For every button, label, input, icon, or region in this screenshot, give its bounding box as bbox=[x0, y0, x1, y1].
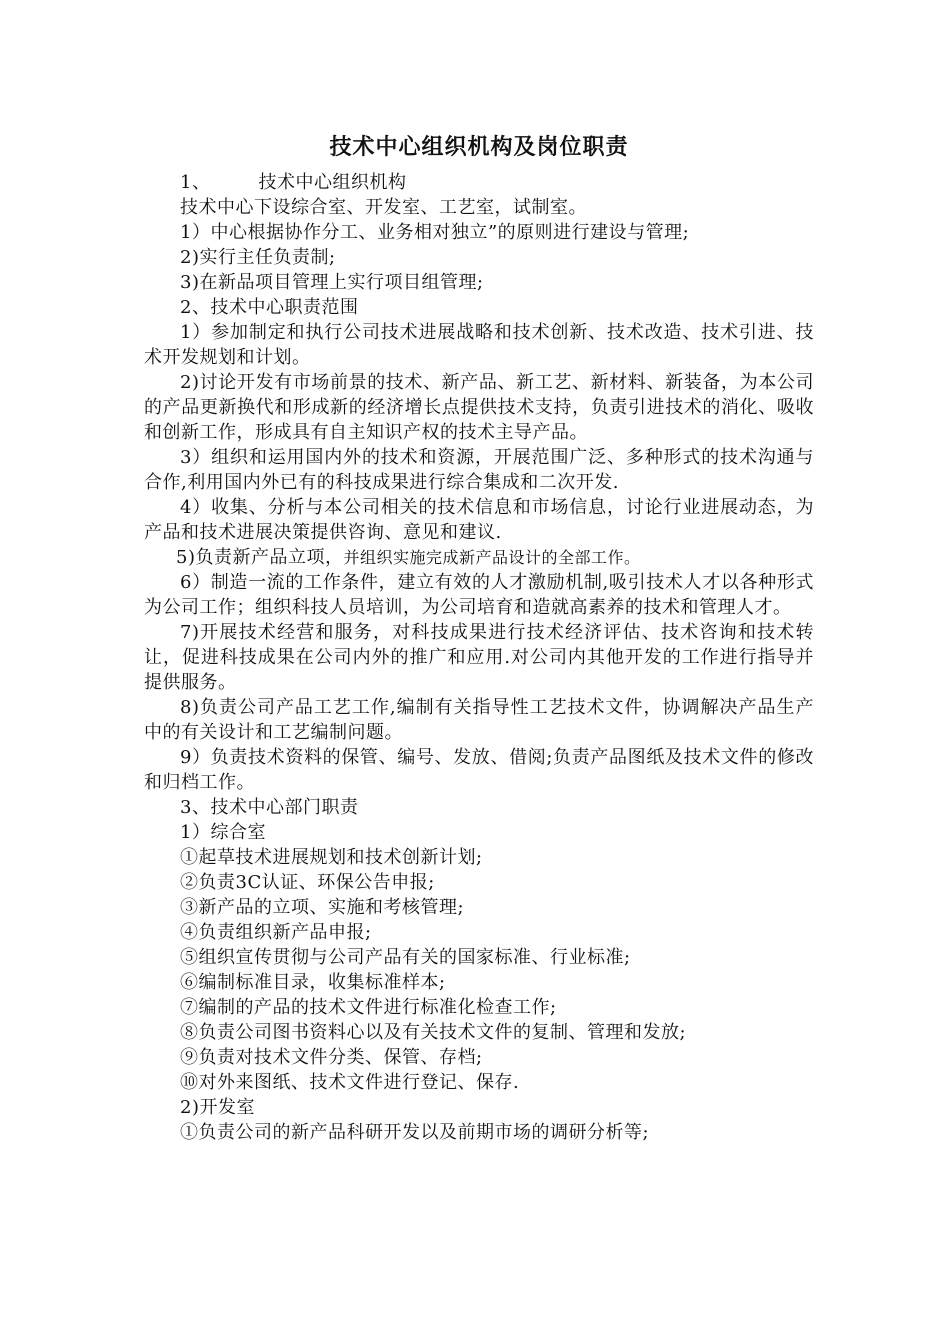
paragraph: 3）组织和运用国内外的技术和资源，开展范围广泛、多种形式的技术沟通与合作,利用国内外已有的科技成果进行综合集成和二次开发. bbox=[144, 447, 814, 493]
list-item: ⑥编制标准目录，收集标准样本; bbox=[180, 972, 446, 993]
list-item: ⑨负责对技术文件分类、保管、存档; bbox=[180, 1047, 483, 1068]
paragraph: 2)实行主任负责制; bbox=[180, 247, 336, 268]
section-heading-3: 3、技术中心部门职责 bbox=[180, 797, 359, 818]
paragraph: 8)负责公司产品工艺工作,编制有关指导性工艺技术文件，协调解决产品生产中的有关设计和工艺编制问题。 bbox=[144, 697, 814, 743]
paragraph: 3)在新品项目管理上实行项目组管理; bbox=[180, 272, 484, 293]
subsection-heading: 1）综合室 bbox=[180, 822, 266, 843]
list-item: ④负责组织新产品申报; bbox=[180, 922, 372, 943]
list-item: ①负责公司的新产品科研开发以及前期市场的调研分析等; bbox=[180, 1122, 650, 1143]
list-item: ③新产品的立项、实施和考核管理; bbox=[180, 897, 465, 918]
paragraph bbox=[144, 545, 814, 570]
paragraph: 技术中心下设综合室、开发室、工艺室，试制室。 bbox=[180, 197, 587, 218]
section-heading-1 bbox=[144, 170, 814, 195]
list-item: ⑦编制的产品的技术文件进行标准化检查工作; bbox=[180, 997, 557, 1018]
list-item: ⑩对外来图纸、技术文件进行登记、保存. bbox=[180, 1072, 520, 1093]
paragraph: 1）中心根据协作分工、业务相对独立”的原则进行建设与管理; bbox=[180, 222, 690, 243]
paragraph-lead: 5)负责新产品立项， bbox=[176, 547, 344, 568]
document-title: 技术中心组织机构及岗位职责 bbox=[329, 134, 629, 160]
paragraph: 7)开展技术经营和服务，对科技成果进行技术经济评估、技术咨询和技术转让，促进科技成果在公司内外的推广和应用.对公司内其他开发的工作进行指导并提供服务。 bbox=[144, 622, 814, 693]
paragraph: 4）收集、分析与本公司相关的技术信息和市场信息，讨论行业进展动态，为产品和技术进展决策提供咨询、意见和建议. bbox=[144, 497, 814, 543]
paragraph: 1）参加制定和执行公司技术进展战略和技术创新、技术改造、技术引进、技术开发规划和计划。 bbox=[144, 322, 814, 368]
paragraph: 2)讨论开发有市场前景的技术、新产品、新工艺、新材料、新装备，为本公司的产品更新换代和形成新的经济增长点提供技术支持，负责引进技术的消化、吸收和创新工作，形成具有自主知识产权的技术主导产品。 bbox=[144, 372, 814, 443]
paragraph-rest: 并组织实施完成新产品设计的全部工作。 bbox=[343, 548, 641, 567]
list-item: ⑧负责公司图书资料心以及有关技术文件的复制、管理和发放; bbox=[180, 1022, 687, 1043]
list-item: ②负责3C认证、环保公告申报; bbox=[180, 872, 435, 893]
list-item: ①起草技术进展规划和技术创新计划; bbox=[180, 847, 483, 868]
list-item: ⑤组织宣传贯彻与公司产品有关的国家标准、行业标准; bbox=[180, 947, 631, 968]
paragraph: 9）负责技术资料的保管、编号、发放、借阅;负责产品图纸及技术文件的修改和归档工作。 bbox=[144, 747, 814, 793]
section-heading-text: 技术中心组织机构 bbox=[258, 172, 407, 193]
subsection-heading: 2)开发室 bbox=[180, 1097, 255, 1118]
document-page bbox=[144, 132, 814, 1145]
paragraph: 6）制造一流的工作条件，建立有效的人才激励机制,吸引技术人才以各种形式为公司工作；组织科技人员培训，为公司培育和造就高素养的技术和管理人才。 bbox=[144, 572, 814, 618]
section-number: 1、 bbox=[180, 172, 211, 193]
section-heading-2: 2、技术中心职责范围 bbox=[180, 297, 359, 318]
